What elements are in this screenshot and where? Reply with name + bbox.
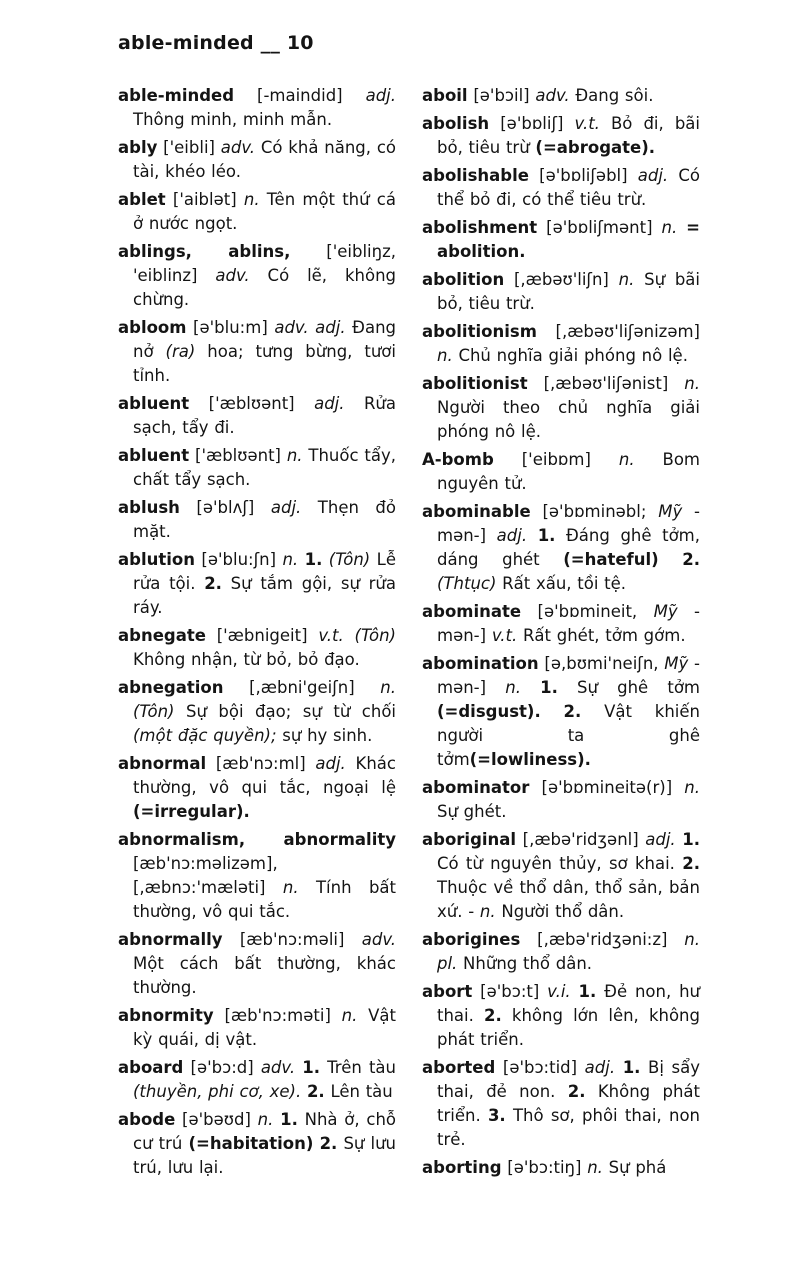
entry-headword-or-bold: 2. <box>563 702 582 721</box>
entry-headword-or-bold: 1. <box>302 1058 320 1077</box>
entry-text: [,æbni'geiʃn] <box>223 678 381 697</box>
entry-text: [æb'nɔ:ml] <box>206 754 316 773</box>
dictionary-entry <box>118 828 396 924</box>
entry-headword-or-bold: 2. <box>306 1082 325 1101</box>
entry-headword-or-bold: 2. <box>567 1082 586 1101</box>
entry-text: Thẹn đỏ mặt. <box>133 498 396 541</box>
right-column <box>422 84 700 1184</box>
entry-italic-label: adj. <box>314 394 345 413</box>
dictionary-entry <box>422 1056 700 1152</box>
dictionary-entry <box>422 112 700 160</box>
entry-headword-or-bold: aboard <box>118 1058 184 1077</box>
entry-italic-label: (một đặc quyền); <box>133 726 277 745</box>
entry-text: Không phát triển. <box>437 1082 701 1125</box>
entry-italic-label: n. <box>282 550 299 569</box>
entry-text: Thuộc về thổ dân, thổ sản, bản xứ. - <box>437 878 700 921</box>
entry-text: [-maindid] <box>234 86 366 105</box>
dictionary-entry <box>118 316 396 388</box>
entry-text: Tên một thứ cá ở nước ngọt. <box>133 190 396 233</box>
entry-text: Những thổ dân. <box>457 954 593 973</box>
entry-headword-or-bold: abnormalism, abnormality <box>118 830 396 849</box>
entry-italic-label: v.t. <box>318 626 344 645</box>
entry-text: [ə'bɔ:tiŋ] <box>501 1158 588 1177</box>
entry-text: [ə'bɒliʃmənt] <box>537 218 662 237</box>
entry-headword-or-bold: abomination <box>422 654 539 673</box>
dictionary-entry <box>422 448 700 496</box>
entry-headword-or-bold: 3. <box>487 1106 506 1125</box>
entry-italic-label: adv. adj. <box>274 318 346 337</box>
entry-italic-label: adj. <box>270 498 302 517</box>
dictionary-entry <box>118 928 396 1000</box>
entry-italic-label: n. <box>505 678 521 697</box>
entry-text: Đẻ non, hư thai. <box>437 982 700 1025</box>
entry-text: Chủ nghĩa giải phóng nô lệ. <box>452 346 688 365</box>
dictionary-entry <box>118 392 396 440</box>
entry-text <box>615 1058 623 1077</box>
entry-italic-label: adj. <box>315 754 346 773</box>
entry-headword-or-bold: aboil <box>422 86 468 105</box>
dictionary-entry <box>422 652 700 772</box>
dictionary-entry <box>118 136 396 184</box>
entry-text: [ə'blu:ʃn] <box>194 550 283 569</box>
dictionary-entry <box>422 980 700 1052</box>
entry-text: Sự bội đạo; sự từ chối <box>174 702 396 721</box>
entry-italic-label: (Tôn) <box>354 626 396 645</box>
dictionary-entry <box>422 268 700 316</box>
entry-headword-or-bold: = abolition. <box>437 218 700 261</box>
entry-headword-or-bold: 2. <box>319 1134 338 1153</box>
dictionary-entry <box>422 372 700 444</box>
entry-text: Có thể bỏ đi, có thể tiêu trừ. <box>437 166 700 209</box>
entry-headword-or-bold: abolishment <box>422 218 538 237</box>
entry-headword-or-bold: 1. <box>622 1058 641 1077</box>
entry-headword-or-bold: abluent <box>118 446 190 465</box>
entry-italic-label: n. <box>243 190 260 209</box>
entry-headword-or-bold: abolition <box>422 270 505 289</box>
entry-italic-label: n. <box>684 778 700 797</box>
columns-container <box>118 84 700 1184</box>
entry-text: [ə'bɒmineit, <box>521 602 654 621</box>
dictionary-entry <box>422 84 700 108</box>
left-column <box>118 84 396 1184</box>
entry-text <box>521 678 540 697</box>
entry-headword-or-bold: 1. <box>304 550 323 569</box>
dictionary-entry <box>118 1108 396 1180</box>
dictionary-entry <box>422 1156 700 1180</box>
entry-text: [ə'bɒliʃ] <box>489 114 575 133</box>
entry-text: Có từ nguyên thủy, sơ khai. <box>437 854 683 873</box>
entry-text: Bỏ đi, bãi bỏ, tiêu trừ <box>437 114 700 157</box>
dictionary-entry <box>118 84 396 132</box>
entry-text: Người thổ dân. <box>495 902 625 921</box>
entry-text: [,æbə'ridʒəni:z] <box>520 930 685 949</box>
entry-text: [ə'bɔil] <box>467 86 536 105</box>
entry-text: [ə'bɒliʃəbl] <box>528 166 638 185</box>
entry-italic-label: v.i. <box>547 982 571 1001</box>
entry-text: Lễ rửa tội. <box>133 550 396 593</box>
entry-text: Đang sôi. <box>569 86 654 105</box>
entry-italic-label: (thuyền, phi cơ, xe). <box>133 1082 302 1101</box>
entry-text: Bị sẩy thai, đẻ non. <box>437 1058 700 1101</box>
dictionary-entry <box>118 548 396 620</box>
entry-text: [,æbəʊ'liʃn] <box>504 270 619 289</box>
entry-headword-or-bold: abolishable <box>422 166 529 185</box>
entry-text: Sự phá <box>602 1158 667 1177</box>
dictionary-entry <box>422 216 700 264</box>
entry-italic-label: (Tôn) <box>133 702 175 721</box>
entry-text: sự hy sinh. <box>276 726 373 745</box>
entry-headword-or-bold: abort <box>422 982 473 1001</box>
running-header <box>118 32 700 54</box>
entry-headword-or-bold: (=irregular). <box>133 802 250 821</box>
entry-headword-or-bold: 1. <box>280 1110 298 1129</box>
entry-italic-label: n. <box>684 930 700 949</box>
dictionary-entry <box>118 1004 396 1052</box>
entry-text: Sự ghét. <box>437 802 507 821</box>
entry-text: -mən-] <box>437 654 701 697</box>
entry-headword-or-bold: aborted <box>422 1058 496 1077</box>
entry-italic-label: adv. <box>215 266 250 285</box>
entry-headword-or-bold: ablution <box>118 550 195 569</box>
entry-text: [,æbəʊ'liʃənizəm] <box>536 322 700 341</box>
entry-headword-or-bold: abnegate <box>118 626 206 645</box>
entry-text: [ə'blʌʃ] <box>179 498 271 517</box>
entry-italic-label: (ra) <box>165 342 196 361</box>
entry-text: không lớn lên, không phát triển. <box>437 1006 700 1049</box>
entry-headword-or-bold: abominate <box>422 602 522 621</box>
entry-headword-or-bold: abominator <box>422 778 530 797</box>
entry-headword-or-bold: 2. <box>682 550 700 569</box>
entry-text: Sự ghê tởm <box>557 678 700 697</box>
entry-italic-label: n. <box>437 346 453 365</box>
entry-italic-label: (Thtục) <box>437 574 497 593</box>
dictionary-entry <box>118 624 396 672</box>
entry-italic-label: n. <box>257 1110 274 1129</box>
entry-text: ['eibliŋz, 'eiblinz] <box>133 242 396 285</box>
entry-text <box>344 626 355 645</box>
dictionary-entry <box>118 752 396 824</box>
entry-italic-label: Mỹ <box>664 654 689 673</box>
entry-text: -mən-] <box>437 502 701 545</box>
entry-italic-label: n. <box>684 374 700 393</box>
entry-text: Thông minh, minh mẫn. <box>133 110 333 129</box>
entry-italic-label: adv. <box>361 930 396 949</box>
entry-text: [ə'bɔ:tid] <box>495 1058 585 1077</box>
entry-headword-or-bold: (=hateful) <box>563 550 659 569</box>
entry-headword-or-bold: abluent <box>118 394 190 413</box>
entry-italic-label: n. <box>618 270 635 289</box>
entry-text: [,æbə'ridʒənl] <box>516 830 646 849</box>
entry-italic-label: n. <box>587 1158 603 1177</box>
entry-text: hoa; tưng bừng, tươi tỉnh. <box>133 342 396 385</box>
entry-text: Một cách bất thường, khác thường. <box>133 954 396 997</box>
entry-text: [ə'bɔ:d] <box>183 1058 261 1077</box>
entry-text: Sự tắm gội, sự rửa ráy. <box>133 574 396 617</box>
entry-headword-or-bold: (=abrogate). <box>535 138 656 157</box>
entry-headword-or-bold: ablings, ablins, <box>118 242 291 261</box>
entry-headword-or-bold: aborigines <box>422 930 521 949</box>
entry-headword-or-bold: 2. <box>682 854 700 873</box>
entry-text <box>527 526 538 545</box>
dictionary-entry <box>422 164 700 212</box>
entry-text: Lên tàu <box>324 1082 393 1101</box>
entry-headword-or-bold: (=disgust). <box>437 702 541 721</box>
entry-text: Sự lưu trú, lưu lại. <box>133 1134 397 1177</box>
entry-text: Đáng ghê tởm, dáng ghét <box>437 526 700 569</box>
entry-text: ['aiblət] <box>165 190 244 209</box>
entry-italic-label: adv. <box>260 1058 296 1077</box>
entry-headword-or-bold: (=habitation) <box>188 1134 314 1153</box>
entry-headword-or-bold: ably <box>118 138 158 157</box>
entry-headword-or-bold: abnormal <box>118 754 207 773</box>
entry-italic-label: n. <box>282 878 299 897</box>
entry-text: Bom nguyên tử. <box>437 450 701 493</box>
entry-headword-or-bold: 1. <box>540 678 558 697</box>
entry-headword-or-bold: 1. <box>682 830 701 849</box>
entry-headword-or-bold: aborting <box>422 1158 502 1177</box>
entry-italic-label: adj. <box>496 526 528 545</box>
entry-text: Vật khiến người ta ghê tởm <box>437 702 700 769</box>
entry-italic-label: adv. <box>220 138 256 157</box>
entry-text <box>659 550 683 569</box>
entry-text: [æb'nɔ:məlizəm], [,æbnɔ:'mæləti] <box>133 854 283 897</box>
entry-text <box>571 982 579 1001</box>
entry-italic-label: v.t. <box>574 114 600 133</box>
entry-text: Vật kỳ quái, dị vật. <box>133 1006 396 1049</box>
entry-italic-label: n. <box>341 1006 358 1025</box>
entry-headword-or-bold: abolitionist <box>422 374 528 393</box>
entry-headword-or-bold: abolish <box>422 114 490 133</box>
dictionary-entry <box>118 496 396 544</box>
dictionary-entry <box>422 320 700 368</box>
entry-italic-label: adj. <box>365 86 396 105</box>
entry-headword-or-bold: (=lowliness). <box>469 750 591 769</box>
entry-headword-or-bold: abloom <box>118 318 187 337</box>
dictionary-entry <box>118 1056 396 1104</box>
dictionary-entry <box>422 928 700 976</box>
dictionary-entry <box>422 600 700 648</box>
entry-headword-or-bold: A-bomb <box>422 450 494 469</box>
entry-text: [æb'nɔ:məli] <box>222 930 362 949</box>
entry-text: Rửa sạch, tẩy đi. <box>133 394 397 437</box>
entry-italic-label: pl. <box>437 954 458 973</box>
entry-headword-or-bold: 1. <box>537 526 556 545</box>
entry-headword-or-bold: aboriginal <box>422 830 517 849</box>
entry-headword-or-bold: ablush <box>118 498 180 517</box>
entry-headword-or-bold: 2. <box>484 1006 502 1025</box>
entry-italic-label: v.t. <box>491 626 518 645</box>
entry-italic-label: n. <box>618 450 635 469</box>
entry-headword-or-bold: 2. <box>204 574 222 593</box>
entry-text: [ə'bɔ:t] <box>472 982 548 1001</box>
entry-text: Có khả năng, có tài, khéo léo. <box>133 138 396 181</box>
dictionary-entry <box>118 444 396 492</box>
entry-text <box>677 218 686 237</box>
dictionary-entry <box>422 500 700 596</box>
entry-italic-label: adj. <box>584 1058 616 1077</box>
entry-headword-or-bold: abnormally <box>118 930 223 949</box>
dictionary-entry <box>118 676 396 748</box>
entry-text: ['eibli] <box>157 138 221 157</box>
dictionary-entry <box>422 828 700 924</box>
entry-text: [ə'bɒmineitə(r)] <box>529 778 685 797</box>
entry-text: [ə'bəʊd] <box>175 1110 258 1129</box>
entry-text: ['eibɒm] <box>493 450 619 469</box>
entry-text: Khác thường, vô qui tắc, ngoại lệ <box>133 754 396 797</box>
entry-italic-label: n. <box>380 678 396 697</box>
dictionary-entry <box>118 240 396 312</box>
entry-headword-or-bold: abnegation <box>118 678 224 697</box>
entry-headword-or-bold: abolitionism <box>422 322 537 341</box>
entry-text: Có lẽ, không chừng. <box>133 266 397 309</box>
entry-headword-or-bold: abode <box>118 1110 176 1129</box>
entry-text: Rất xấu, tồi tệ. <box>496 574 627 593</box>
entry-italic-label: (Tôn) <box>328 550 371 569</box>
entry-text: [ə,bʊmi'neiʃn, <box>538 654 665 673</box>
entry-headword-or-bold: abnormity <box>118 1006 214 1025</box>
entry-text: [ə'blu:m] <box>186 318 275 337</box>
entry-italic-label: Mỹ <box>658 502 683 521</box>
entry-text: Trên tàu <box>319 1058 396 1077</box>
entry-text: Tính bất thường, vô qui tắc. <box>133 878 396 921</box>
entry-text: ['æblʊənt] <box>189 394 315 413</box>
entry-italic-label: n. <box>479 902 496 921</box>
entry-headword-or-bold: ablet <box>118 190 166 209</box>
entry-text: Nhà ở, chỗ cư trú <box>133 1110 397 1153</box>
entry-text: Người theo chủ nghĩa giải phóng nô lệ. <box>437 398 700 441</box>
entry-text: [æb'nɔ:məti] <box>213 1006 342 1025</box>
entry-text: Sự bãi bỏ, tiêu trừ. <box>437 270 700 313</box>
entry-text: -mən-] <box>437 602 700 645</box>
running-header-text: able-minded __ 10 <box>118 32 314 54</box>
entry-text: [ə'bɒminəbl; <box>530 502 659 521</box>
entry-text: Không nhận, từ bỏ, bỏ đạo. <box>133 650 360 669</box>
entry-text: Đang nở <box>133 318 396 361</box>
dictionary-entry <box>422 776 700 824</box>
entry-italic-label: adj. <box>645 830 676 849</box>
entry-text <box>541 702 564 721</box>
entry-italic-label: adv. <box>535 86 570 105</box>
entry-text: ['æblʊənt] <box>189 446 287 465</box>
entry-italic-label: adj. <box>637 166 669 185</box>
entry-headword-or-bold: abominable <box>422 502 531 521</box>
entry-text: Thô sơ, phôi thai, non trẻ. <box>437 1106 701 1149</box>
dictionary-entry <box>118 188 396 236</box>
entry-text: [,æbəʊ'liʃənist] <box>527 374 685 393</box>
entry-text: Rất ghét, tởm gớm. <box>517 626 686 645</box>
entry-headword-or-bold: 1. <box>578 982 597 1001</box>
entry-headword-or-bold: able-minded <box>118 86 235 105</box>
entry-text: ['æbnigeit] <box>205 626 319 645</box>
entry-italic-label: n. <box>286 446 303 465</box>
entry-italic-label: n. <box>661 218 678 237</box>
entry-text: Thuốc tẩy, chất tẩy sạch. <box>133 446 396 489</box>
entry-italic-label: Mỹ <box>653 602 678 621</box>
